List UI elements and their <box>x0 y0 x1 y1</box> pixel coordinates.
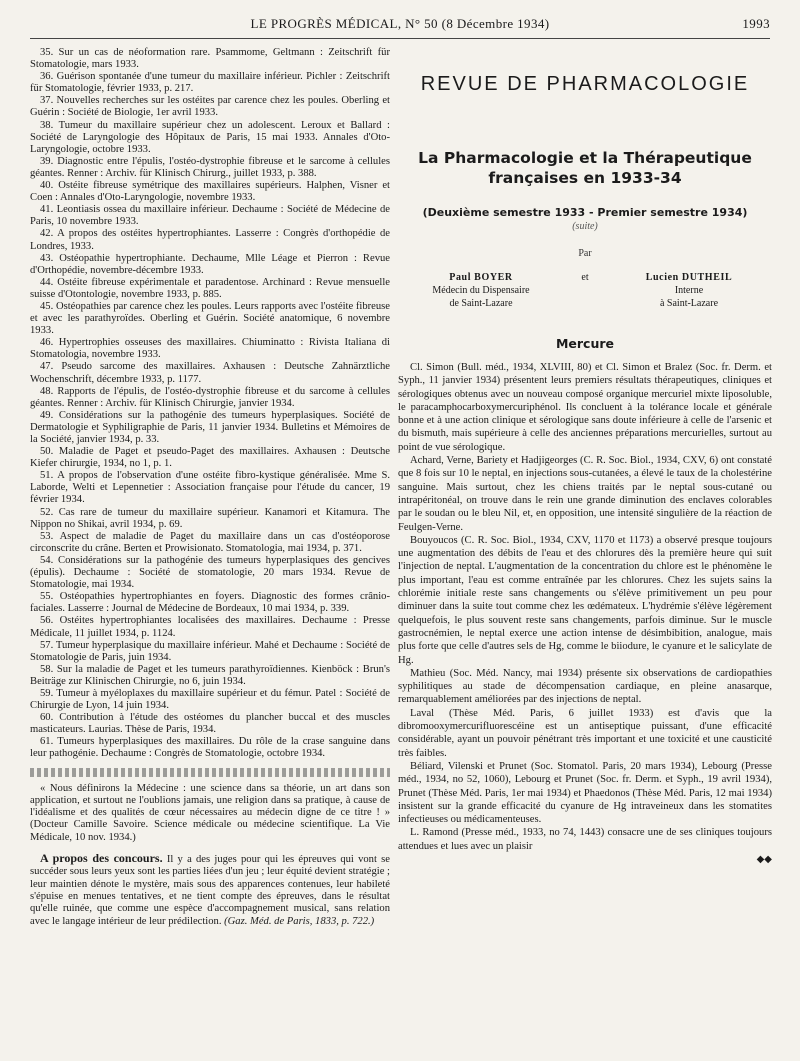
author-affiliation: Médecin du Dispensaire <box>432 285 530 296</box>
author-affiliation: de Saint-Lazare <box>449 298 513 309</box>
reference-item: 50. Maladie de Paget et pseudo-Paget des maxillaires. Axhausen : Deutsche Kiefer chirurgie, 1934, no 1, p. 1. <box>30 446 390 470</box>
body-paragraph: Bouyoucos (C. R. Soc. Biol., 1934, CXV, 1170 et 1173) a observé presque toujours une augmentation des débits de l'eau et des chlorures dès la première heure qui suit l'injection de neptal. L'augmentation de la concentration du chlore est le phénomène le plus important, l'eau est comme entraînée par les chlorures. Chez les sujets sains la chlorémie initiale reste sans changements ou s'élève primitivement un peu pour diminuer dans la suite tout comme chez les œdémateux. L'hydrémie s'élève légèrement quelquefois, le plus souvent reste sans changements, parfois diminue. Sur le muscle gastrocnémien, le neptal exerce une action intense de désimbibition, analogue, mais plus forte que celle d'autres sels de Hg, comme le biiodure, le cyanure et le salicylate de Hg. <box>398 534 772 666</box>
apropos-text: Il y a des juges pour qui les épreuves qui vont se succéder sous leurs yeux sont les parties liées d'un jeu ; leur équité devient stratégie ; leur maintien dénote le mystère, mais sous des apparences contenues, leur habileté s'épuise en menues tentatives, et ne tient compte des épreuves, dans le résultat qu'elle ruinée, que comme une espèce d'accompagnement musical, sans relation avec le langage intérieur de leur prédilection. <box>30 854 390 927</box>
reference-item: 52. Cas rare de tumeur du maxillaire supérieur. Kanamori et Kitamura. The Nippon no Shikai, avril 1934, p. 69. <box>30 506 390 530</box>
author-name: Paul BOYER <box>449 272 513 283</box>
reference-item: 49. Considérations sur la pathogénie des tumeurs hyperplasiques. Société de Dermatologie et Syphiligraphie de Paris, 11 janvier 1934. Bulletins et Mémoires de la Société, janvier 1934, p. 33. <box>30 409 390 445</box>
article-title-line: françaises en 1933-34 <box>488 169 682 187</box>
page-number: 1993 <box>742 16 770 31</box>
apropos-lead: A propos des concours. <box>40 851 163 866</box>
reference-item: 54. Considérations sur la pathogénie des tumeurs hyperplasiques des gencives (épulis). Dechaume : Société de stomatologie, 20 mars 1934. Revue de Stomatologie, mai 1934. <box>30 554 390 591</box>
reference-list <box>30 47 390 761</box>
reference-item: 39. Diagnostic entre l'épulis, l'ostéo-dystrophie fibreuse et le sarcome à cellules géantes. Renner : Archiv. für Klinisch Chirurg., juillet 1933, p. 388. <box>30 155 390 179</box>
running-header <box>30 16 770 36</box>
reference-item: 38. Tumeur du maxillaire supérieur chez un adolescent. Leroux et Ballard : Société de Laryngologie des Hôpitaux de Paris, 15 mai 1933. Annales d'Oto-Laryngologie, octobre 1933. <box>30 119 390 155</box>
reference-item: 46. Hypertrophies osseuses des maxillaires. Chiuminatto : Rivista Italiana di Stomatologia, novembre 1933. <box>30 337 390 361</box>
reference-item: 57. Tumeur hyperplasique du maxillaire inférieur. Mahé et Dechaume : Société de Stomatologie de Paris, juin 1934. <box>30 639 390 663</box>
left-column <box>30 47 390 1047</box>
ornamental-divider <box>30 768 390 777</box>
reference-item: 42. A propos des ostéites hypertrophiantes. Lasserre : Congrès d'orthopédie de Londres, 1933. <box>30 228 390 252</box>
journal-title: LE PROGRÈS MÉDICAL, N° 50 (8 Décembre 1934) <box>250 16 550 31</box>
body-paragraph: Mathieu (Soc. Méd. Nancy, mai 1934) présente six observations de cardiopathies syphilitiques au stade de décompensation cardiaque, en pleine anasarque, remarquablement améliorées par des injections de neptal. <box>398 667 772 706</box>
reference-item: 59. Tumeur à myéloplaxes du maxillaire supérieur et du fémur. Patel : Société de Chirurgie de Lyon, 14 juin 1934. <box>30 687 390 712</box>
reference-item: 60. Contribution à l'étude des ostéomes du plancher buccal et des muscles masticateurs. Laurias. Thèse de Paris, 1934. <box>30 712 390 736</box>
reference-item: 53. Aspect de maladie de Paget du maxillaire dans un cas d'ostéoporose circonscrite du crâne. Berten et Prowisionato. Stomatologia, mai 1934, p. 371. <box>30 530 390 554</box>
reference-item: 51. A propos de l'observation d'une ostéite fibro-kystique généralisée. Mme S. Laborde, Welti et Lepennetier : Association française pour l'étude du cancer, 19 février 1934. <box>30 470 390 506</box>
author-affiliation: à Saint-Lazare <box>659 298 719 309</box>
author <box>624 271 754 310</box>
article-title-line: La Pharmacologie et la Thérapeutique <box>418 149 752 167</box>
right-column <box>398 47 772 1047</box>
reference-item: 47. Pseudo sarcome des maxillaires. Axhausen : Deutsche Zahnärztliche Wochenschrift, décembre 1933, p. 1177. <box>30 361 390 385</box>
subsection-heading: Mercure <box>555 336 615 351</box>
body-paragraph: Cl. Simon (Bull. méd., 1934, XLVIII, 80) et Cl. Simon et Bralez (Soc. fr. Derm. et Syph., 11 janvier 1934) présentent leurs premiers résultats thérapeutiques, cliniques et sérologiques obtenus avec un nouveau composé organique mercuriel mixte liposoluble, le paracamphocarboxymercuriphénol. Ils concluent à la tolérance locale et générale bonne et à une action clinique et sérologique sans doute inférieure à celle de l'arsenic et du bismuth, mais supérieure à celle des anciennes préparations mercurielles, surtout au point de vue sérologique. <box>398 362 772 453</box>
reference-item: 48. Rapports de l'épulis, de l'ostéo-dystrophie fibreuse et du sarcome à cellules géantes. Renner : Archiv. für Klinisch Chirurgie, janvier 1934. <box>30 385 390 409</box>
header-rule <box>30 38 770 39</box>
reference-item: 58. Sur la maladie de Paget et les tumeurs parathyroïdiennes. Kienböck : Brun's Beiträge zur Klinischen Chirurgie, no 6, juin 1934. <box>30 663 390 687</box>
author-name: Lucien DUTHEIL <box>645 272 733 283</box>
body-paragraph: L. Ramond (Presse méd., 1933, no 74, 1443) consacre une de ses cliniques toujours attendues et lues avec un plaisir <box>398 827 772 852</box>
article-title <box>398 148 772 188</box>
reference-item: 43. Ostéopathie hypertrophiante. Dechaume, Mlle Léage et Pierron : Revue d'Orthopédie, novembre-décembre 1933. <box>30 252 390 276</box>
end-ornament: ◆◆ <box>756 853 772 865</box>
author-conjunction: et <box>581 272 589 283</box>
author-block <box>398 271 772 310</box>
article-continued: (suite) <box>572 221 598 232</box>
apropos-source: (Gaz. Méd. de Paris, 1833, p. 722.) <box>221 915 375 927</box>
reference-item: 45. Ostéopathies par carence chez les poules. Leurs rapports avec l'ostéite fibreuse et avec les parathyroïdes. Oberling et Guérin. Société anatomique, 6 novembre 1933. <box>30 300 390 337</box>
apropos-paragraph <box>30 852 390 928</box>
body-paragraph: Laval (Thèse Méd. Paris, 6 juillet 1933) est d'avis que la dibromooxymercurifluorescéine est un antiseptique puissant, d'une efficacité considérable, ayant un pouvoir pénétrant très important et une toxicité et une causticité très faibles. <box>398 707 772 759</box>
reference-item: 36. Guérison spontanée d'une tumeur du maxillaire inférieur. Pichler : Zeitschrift für Stomatologie, février 1933, p. 217. <box>30 71 390 95</box>
reference-item: 37. Nouvelles recherches sur les ostéites par carence chez les poules. Oberling et Guérin : Société de Biologie, 1er avril 1933. <box>30 95 390 119</box>
article-subtitle: (Deuxième semestre 1933 - Premier semestre 1934) <box>422 206 748 219</box>
reference-item: 40. Ostéite fibreuse symétrique des maxillaires supérieurs. Halphen, Visner et Coen : Annales d'Oto-Laryngologie, novembre 1933. <box>30 180 390 204</box>
reference-item: 35. Sur un cas de néoformation rare. Psammome, Geltmann : Zeitschrift für Stomatologie, mars 1933. <box>30 47 390 71</box>
reference-item: 55. Ostéopathies hypertrophiantes en foyers. Diagnostic des formes crânio-faciales. Lasserre : Journal de Médecine de Bordeaux, 10 mai 1934, p. 339. <box>30 591 390 615</box>
byline-par: Par <box>578 248 592 259</box>
author <box>416 271 546 310</box>
reference-item: 56. Ostéites hypertrophiantes localisées des maxillaires. Dechaume : Presse Médicale, 11 juillet 1934, p. 1124. <box>30 615 390 639</box>
section-heading: REVUE DE PHARMACOLOGIE <box>420 73 750 95</box>
article-body <box>398 361 772 865</box>
author-affiliation: Interne <box>674 285 704 296</box>
body-paragraph: Achard, Verne, Bariety et Hadjigeorges (C. R. Soc. Biol., 1934, CXV, 6) ont constaté que 8 fois sur 10 le neptal, en injections sous-cutanées, a élevé le taux de la cholestérine sanguine. Mais surtout, chez les chiens traités par le neptal sous-cutané ou intrapéritonéal, on trouve dans le rein une grande diminution des enclaves colorables par le soudan ou le bleu Nil, et, en opposition, une intensité singulière de la réaction de Feulgen-Verne. <box>398 455 772 533</box>
reference-item: 61. Tumeurs hyperplasiques des maxillaires. Du rôle de la crase sanguine dans leur pathogénie. Dechaume : Congrès de Stomatologie, octobre 1934. <box>30 736 390 760</box>
epigraph-quote: « Nous définirons la Médecine : une science dans sa théorie, un art dans son application, et surtout ne l'oublions jamais, une religion dans sa pratique, à cause de l'idéalisme et des qualités de cœur nécessaires au médecin digne de ce titre ! » (Docteur Camille Savoire. Science médicale ou médecine scientifique. La Vie Médicale, 10 nov. 1934.) <box>30 782 390 843</box>
body-paragraph: Béliard, Vilenski et Prunet (Soc. Stomatol. Paris, 20 mars 1934), Lebourg (Presse méd., 1934, no 52, 1060), Lebourg et Prunet (Soc. fr. Derm. et Syph., 19 avril 1934), Prunet (Thèse Méd. Paris, 1er mai 1934) et Phaedonos (Thèse Méd. Paris, 12 mai 1934) insistent sur la grande efficacité du cyanure de Hg intraveineux dans les stomatites infectieuses ou médicamenteuses. <box>398 760 772 826</box>
reference-item: 41. Leontiasis ossea du maxillaire inférieur. Dechaume : Société de Médecine de Paris, 10 novembre 1933. <box>30 204 390 228</box>
reference-item: 44. Ostéite fibreuse expérimentale et paradentose. Archinard : Revue mensuelle suisse d'Otontologie, novembre 1933, p. 885. <box>30 276 390 300</box>
